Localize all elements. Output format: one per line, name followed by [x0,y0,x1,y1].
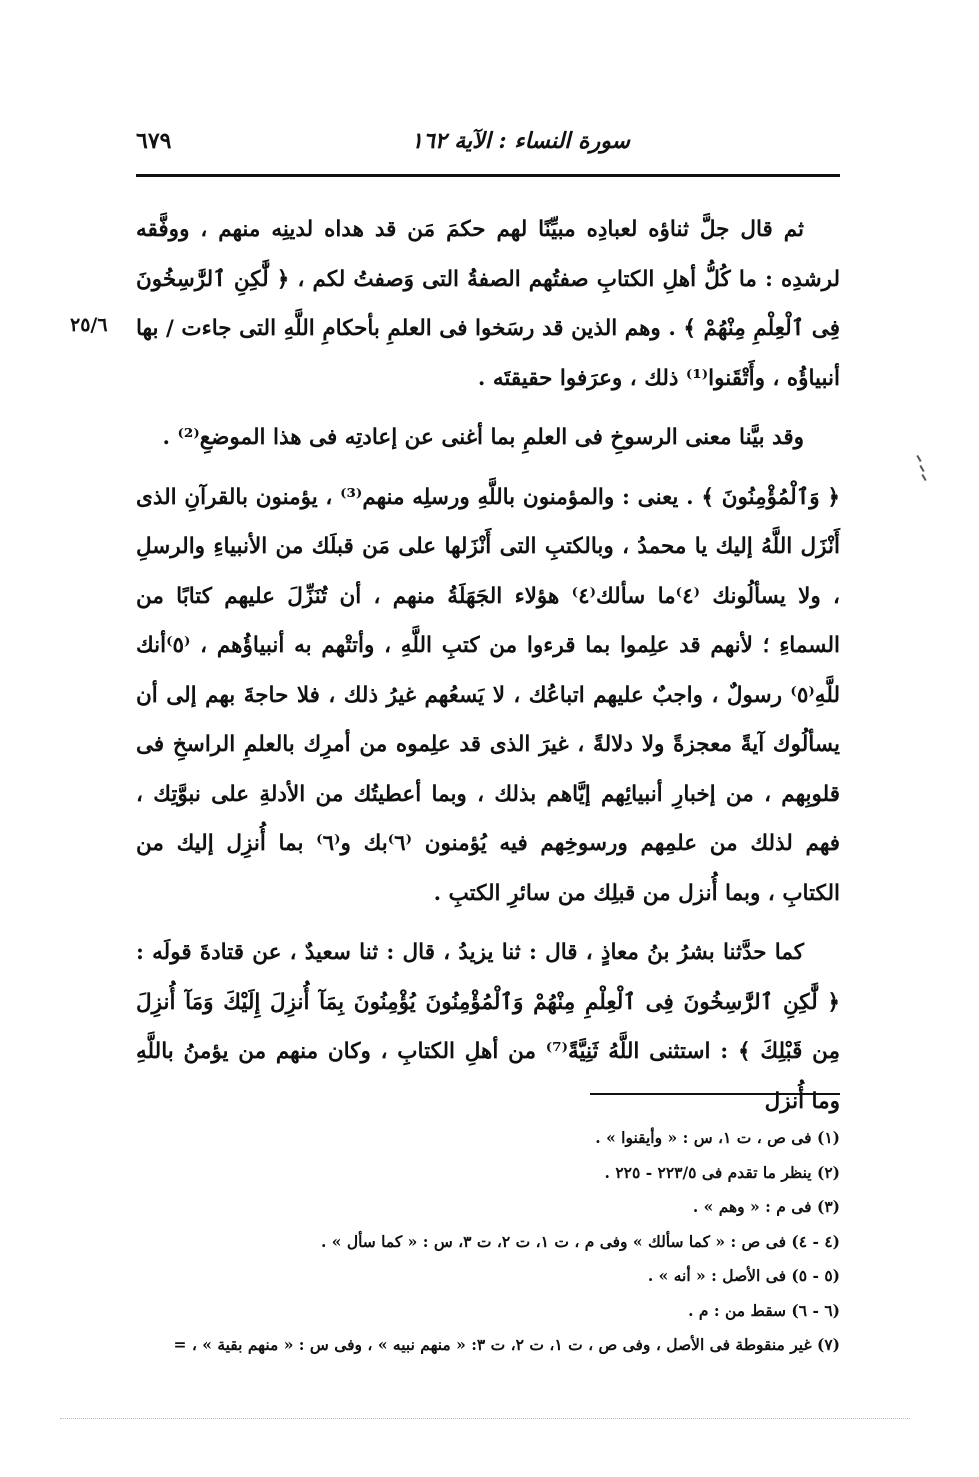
footnote-separator [590,1093,840,1095]
footnote: (٣) فى م : « وهم » . [692,1197,840,1216]
footnote: (٧) غير منقوطة فى الأصل ، وفى ص ، ت ١، ت ٢، ت ٣: « منهم نبيه » ، وفى س : « منهم بقية » ، = [173,1335,840,1354]
manuscript-page-reference: ٢٥/٦ [70,314,108,336]
paragraph: ثم قال جلَّ ثناؤه لعبادِه مبيِّنًا لهم حكمَ مَن قد هداه لدينِه منهم ، ووفَّقه لرشدِه : ما كُلُّ أهلِ الكتابِ صفتُهم الصفةُ التى وَصفتُ لكم ، ﴿ لَّٰكِنِ ٱلرَّٰسِخُونَ فِى ٱلْعِلْمِ مِنْهُمْ ﴾ . وهم الذين قد رسَخوا فى العلمِ بأحكامِ اللَّهِ التى جاءت / بها أنبياؤُه ، وأَتْقَنوا⁽¹⁾ ذلك ، وعرَفوا حقيقتَه . [136,217,840,391]
main-text [136,205,841,1114]
scan-mark [916,455,926,483]
scan-edge-line [60,1418,910,1419]
footnotes [136,1121,840,1363]
running-header [136,128,840,168]
footnote: (٥ - ٥) فى الأصل : « أنه » . [647,1266,840,1285]
surah-title: سورة النساء : الآية ١٦٢ [411,128,630,154]
paragraph: كما حدَّثنا بشرُ بنُ معاذٍ ، قال : ثنا يزيدُ ، قال : ثنا سعيدٌ ، عن قتادةَ قولَه : ﴿ لَّٰكِنِ ٱلرَّٰسِخُونَ فِى ٱلْعِلْمِ مِنْهُمْ وَٱلْمُؤْمِنُونَ يُؤْمِنُونَ بِمَآ أُنزِلَ إِلَيْكَ وَمَآ أُنزِلَ مِن قَبْلِكَ ﴾ : استثنى اللَّهُ ثَنِيَّةً⁽⁷⁾ من أهلِ الكتابِ ، وكان منهم من يؤمنُ باللَّهِ وما أُنزل [136,940,840,1114]
header-rule [136,174,840,177]
paragraph: ﴿ وَٱلْمُؤْمِنُونَ ﴾ . يعنى : والمؤمنون باللَّهِ ورسلِه منهم⁽³⁾ ، يؤمنون بالقرآنِ الذى أَنْزَل اللَّهُ إليك يا محمدُ ، وبالكتبِ التى أَنْزَلها على مَن قبلَك من الأنبياءِ والرسلِ ، ولا يسألُونك ⁽٤⁾ما سألك⁽٤⁾ هؤلاء الجَهَلَةُ منهم ، أن تُنَزِّلَ عليهم كتابًا من السماءِ ؛ لأنهم قد علِموا بما قرءوا من كتبِ اللَّهِ ، وأتتْهم به أنبياؤُهم ، ⁽٥⁾أنك للَّهِ⁽٥⁾ رسولٌ ، واجبٌ عليهم اتباعُك ، لا يَسعُهم غيرُ ذلك ، فلا حاجةَ بهم إلى أن يسألُوك آيةً معجزةً ولا دلالةً ، غيرَ الذى قد علِموه من أمرِك بالعلمِ الراسخِ فى قلوبِهم ، من إخبارِ أنبيائِهم إيَّاهم بذلك ، وبما أعطيتُك من الأدلةِ على نبوَّتِك ، فهم لذلك من علمِهم ورسوخِهم فيه يُؤمنون ⁽٦⁾بك و⁽٦⁾ بما أُنزِل إليك من الكتابِ ، وبما أُنزل من قبلِك من سائرِ الكتبِ . [136,484,841,906]
footnote: (١) فى ص ، ت ١، س : « وأيقنوا » . [595,1128,840,1147]
footnote: (٦ - ٦) سقط من : م . [688,1300,840,1320]
page-number: ٦٧٩ [136,128,172,154]
footnote: (٢) ينظر ما تقدم فى ٢٢٣/٥ - ٢٢٥ . [604,1162,840,1182]
paragraph: وقد بيَّنا معنى الرسوخِ فى العلمِ بما أغنى عن إعادتِه فى هذا الموضعِ⁽²⁾ . [162,425,804,450]
footnote: (٤ - ٤) فى ص : « كما سألك » وفى م ، ت ١، ت ٢، ت ٣، س : « كما سأل » . [320,1231,840,1251]
